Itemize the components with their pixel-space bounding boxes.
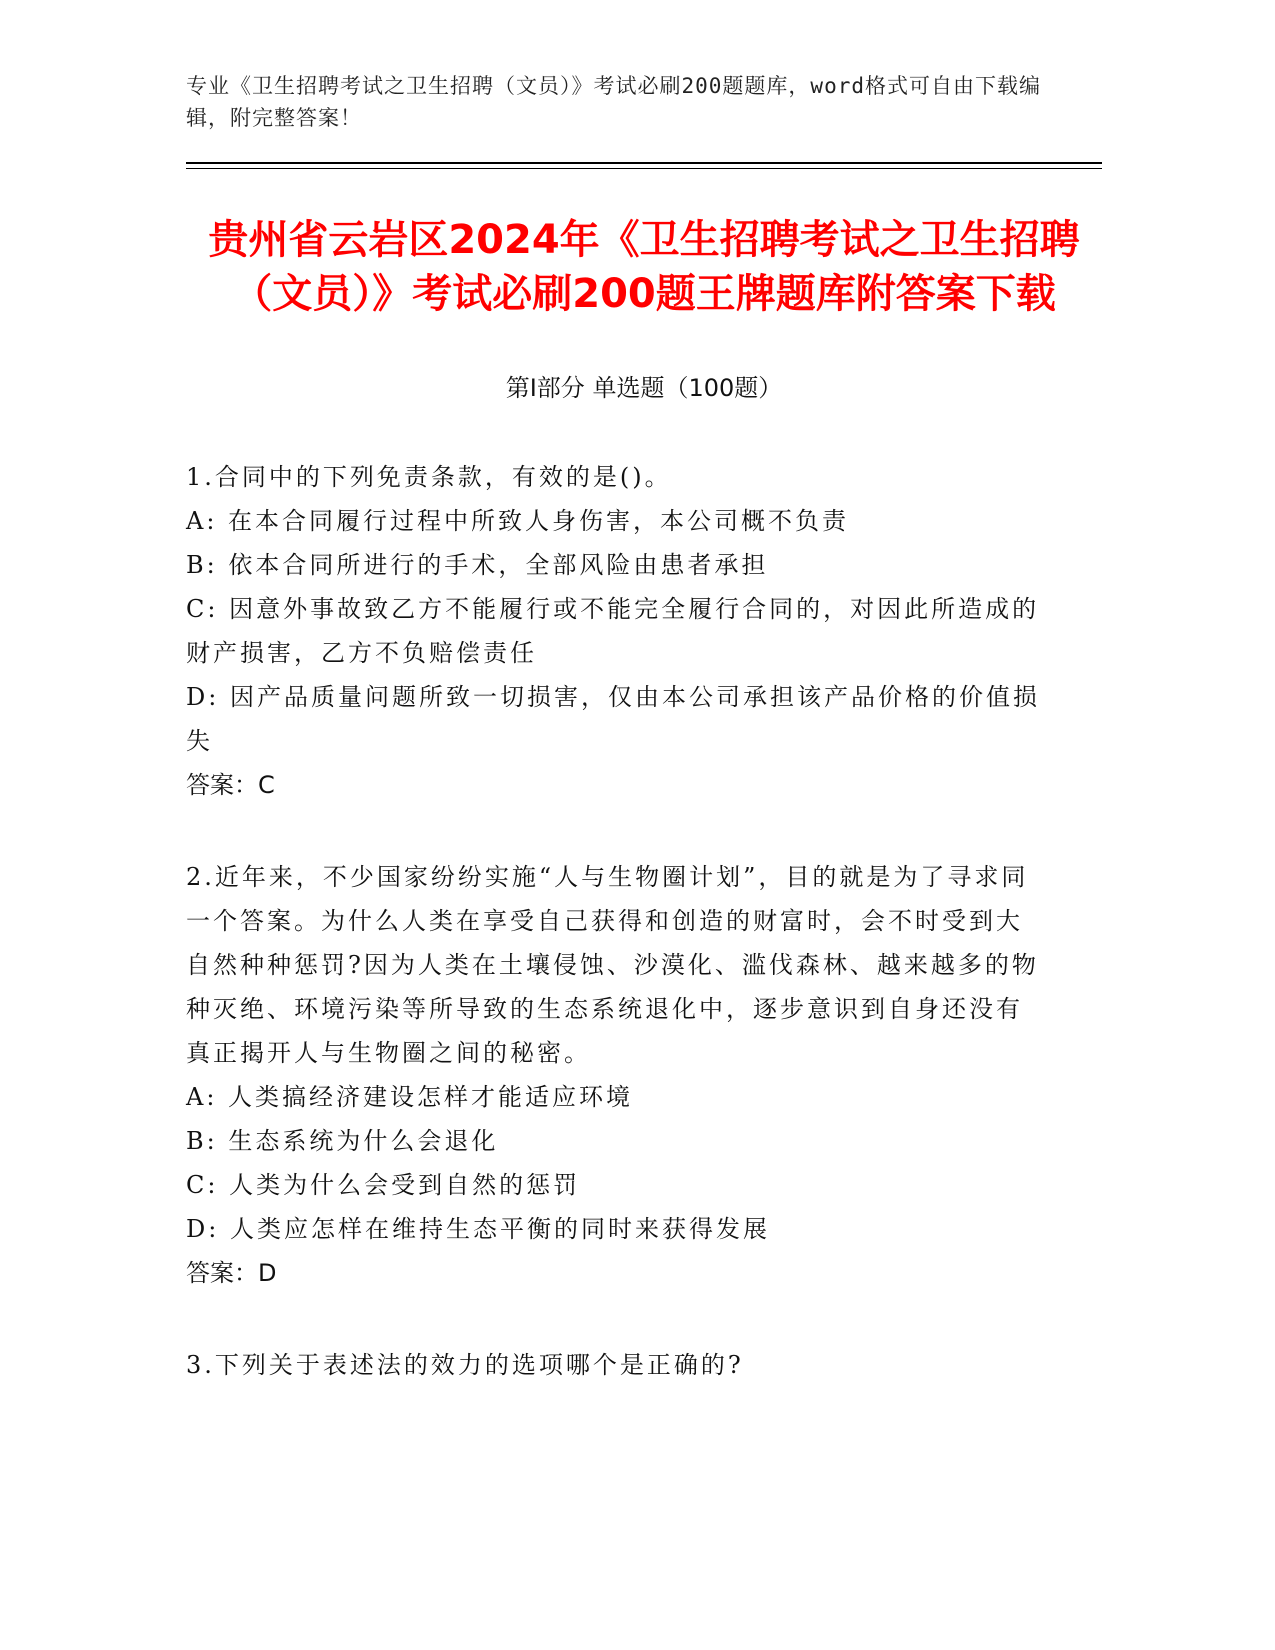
option-c: C: 人类为什么会受到自然的惩罚 — [186, 1171, 581, 1199]
question-2 — [186, 855, 1086, 1295]
answer: 答案：C — [186, 771, 275, 799]
question-stem: 3.下列关于表述法的效力的选项哪个是正确的? — [186, 1351, 744, 1379]
document-page — [186, 70, 1086, 1387]
question-stem: 2.近年来，不少国家纷纷实施“人与生物圈计划”，目的就是为了寻求同一个答案。为什么人类在享受自己获得和创造的财富时，会不时受到大自然种种惩罚?因为人类在土壤侵蚀、沙漠化、滥伐森林、越来越多的物种灭绝、环境污染等所导致的生态系统退化中，逐步意识到自身还没有真正揭开人与生物圈之间的秘密。 — [186, 863, 1039, 1067]
option-d: D: 因产品质量问题所致一切损害，仅由本公司承担该产品价格的价值损失 — [186, 683, 1040, 755]
header-divider-thick — [186, 162, 1102, 164]
option-c: C: 因意外事故致乙方不能履行或不能完全履行合同的，对因此所造成的财产损害，乙方不负赔偿责任 — [186, 595, 1040, 667]
section-title: 第I部分 单选题（100题） — [505, 374, 783, 402]
question-stem: 1.合同中的下列免责条款，有效的是()。 — [186, 463, 672, 491]
option-d: D: 人类应怎样在维持生态平衡的同时来获得发展 — [186, 1215, 770, 1243]
option-b: B: 生态系统为什么会退化 — [186, 1127, 499, 1155]
option-a: A: 人类搞经济建设怎样才能适应环境 — [186, 1083, 634, 1111]
question-3 — [186, 1343, 1086, 1387]
document-title: 贵州省云岩区2024年《卫生招聘考试之卫生招聘（文员）》考试必刷200题王牌题库附答案下载 — [208, 217, 1080, 317]
header-note: 专业《卫生招聘考试之卫生招聘（文员）》考试必刷200题题库，word格式可自由下载编辑，附完整答案！ — [186, 74, 1041, 130]
option-b: B: 依本合同所进行的手术，全部风险由患者承担 — [186, 551, 769, 579]
header-divider-thin — [186, 168, 1102, 169]
option-a: A: 在本合同履行过程中所致人身伤害，本公司概不负责 — [186, 507, 850, 535]
answer: 答案：D — [186, 1259, 277, 1287]
question-1 — [186, 455, 1086, 807]
